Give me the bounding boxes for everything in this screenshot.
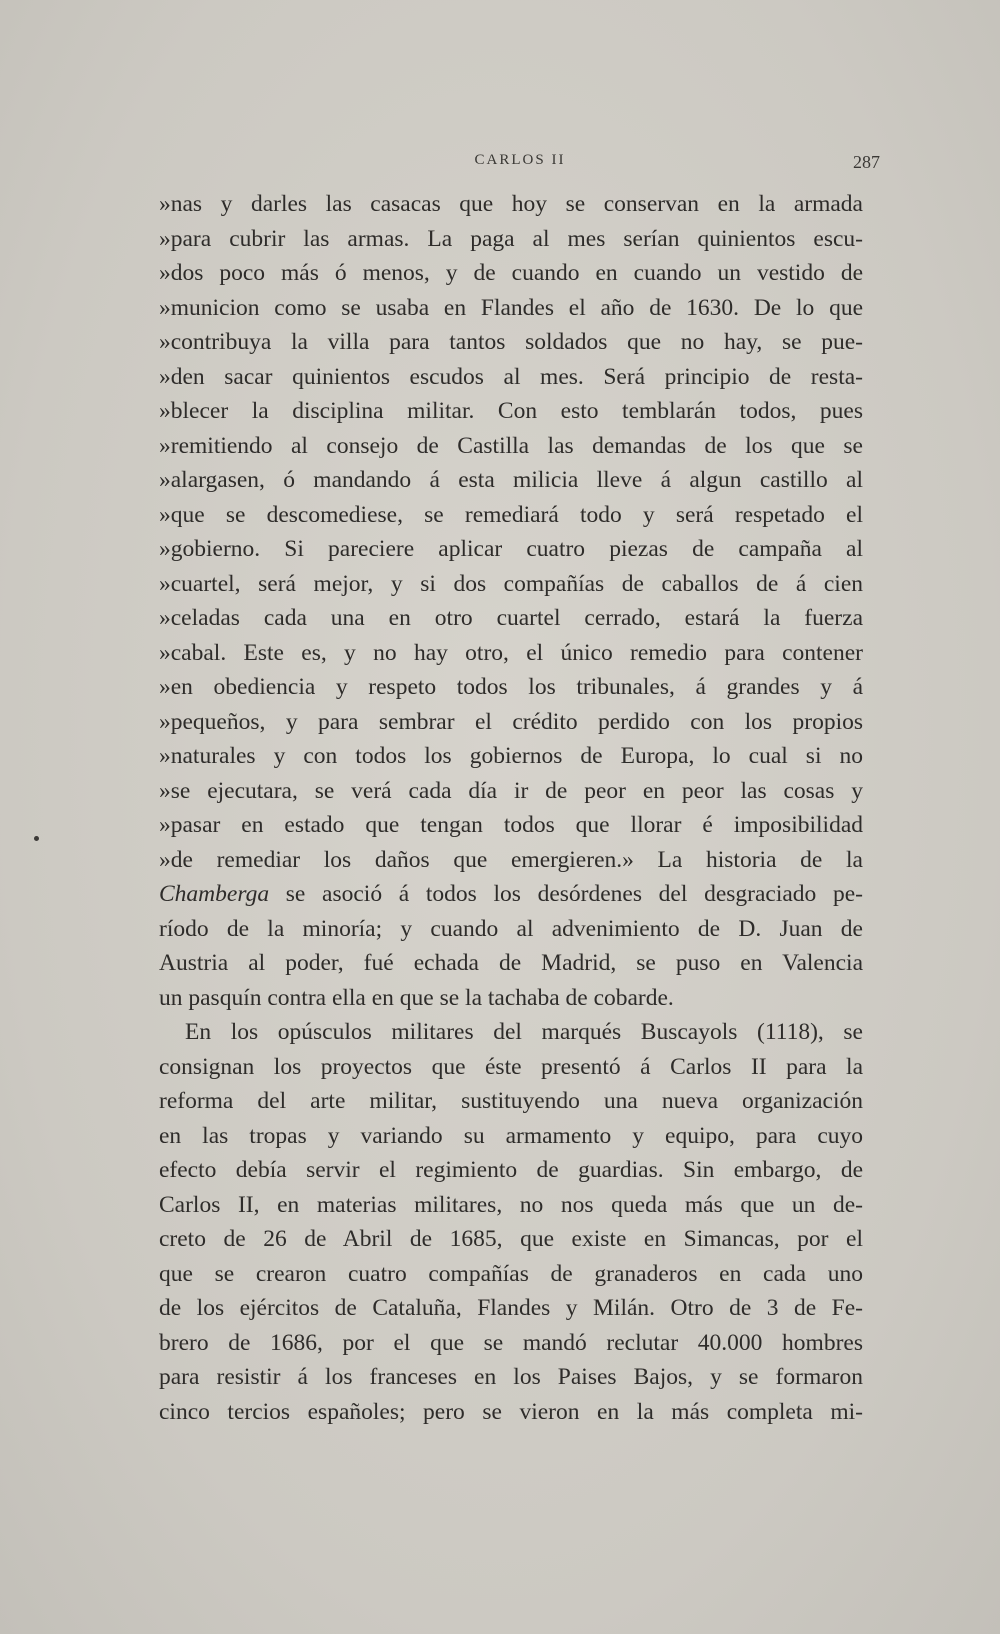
body-text: [159, 187, 863, 1429]
text-line: [159, 1257, 863, 1292]
text-line: [159, 1188, 863, 1223]
text-line: [159, 981, 863, 1016]
line-text: brero de 1686, por el que se mandó reclutar 40.000 hombres: [159, 1329, 863, 1356]
text-line: [159, 912, 863, 947]
line-text: se asoció á todos los desórdenes del desgraciado pe-: [269, 881, 863, 907]
line-text: »de remediar los daños que emergieren.» La historia de la: [159, 846, 863, 873]
line-text: »municion como se usaba en Flandes el año de 1630. De lo que: [159, 294, 863, 321]
text-line: [159, 1222, 863, 1257]
text-line: [159, 498, 863, 533]
line-text: »remitiendo al consejo de Castilla las demandas de los que se: [159, 432, 863, 459]
line-text: de los ejércitos de Cataluña, Flandes y Milán. Otro de 3 de Fe-: [159, 1295, 863, 1321]
line-text: ríodo de la minoría; y cuando al advenimiento de D. Juan de: [159, 915, 863, 942]
text-line: [159, 636, 863, 671]
text-line: [159, 394, 863, 429]
line-text: »gobierno. Si pareciere aplicar cuatro piezas de campaña al: [159, 536, 863, 562]
text-line: [159, 774, 863, 809]
line-text: »que se descomediese, se remediará todo y será respetado el: [159, 501, 863, 528]
line-text: »en obediencia y respeto todos los tribunales, á grandes y á: [159, 674, 863, 700]
text-line: [159, 1395, 863, 1430]
text-line: [159, 877, 863, 912]
text-line: [159, 1326, 863, 1361]
line-text: »blecer la disciplina militar. Con esto temblarán todos, pues: [159, 398, 863, 424]
line-text: »celadas cada una en otro cuartel cerrado, estará la fuerza: [159, 605, 863, 631]
line-text: En los opúsculos militares del marqués Buscayols (1118), se: [185, 1019, 863, 1045]
line-text: efecto debía servir el regimiento de guardias. Sin embargo, de: [159, 1157, 863, 1183]
text-line: [159, 670, 863, 705]
text-line: [159, 187, 863, 222]
text-line: [159, 1360, 863, 1395]
line-text: consignan los proyectos que éste presentó á Carlos II para la: [159, 1053, 863, 1080]
text-line: [159, 808, 863, 843]
line-text: »den sacar quinientos escudos al mes. Será principio de resta-: [159, 363, 863, 390]
text-line: [159, 946, 863, 981]
text-line: [159, 843, 863, 878]
page-number: 287: [853, 152, 880, 172]
text-line: [159, 705, 863, 740]
line-text: »cabal. Este es, y no hay otro, el único remedio para contener: [159, 639, 863, 666]
text-line: [159, 532, 863, 567]
text-line: [159, 429, 863, 464]
running-head: [160, 152, 880, 178]
text-line: [159, 222, 863, 257]
line-text: »cuartel, será mejor, y si dos compañías de caballos de á cien: [159, 570, 863, 597]
text-line: [159, 1119, 863, 1154]
line-text: que se crearon cuatro compañías de granaderos en cada uno: [159, 1260, 863, 1287]
text-line: [159, 1153, 863, 1188]
line-text: reforma del arte militar, sustituyendo una nueva organización: [159, 1088, 863, 1114]
text-line: [159, 601, 863, 636]
line-text: »pasar en estado que tengan todos que llorar é imposibilidad: [159, 812, 863, 838]
running-title: CARLOS II: [474, 152, 566, 168]
line-text: »nas y darles las casacas que hoy se conservan en la armada: [159, 191, 863, 217]
line-text: un pasquín contra ella en que se la tachaba de cobarde.: [159, 984, 674, 1011]
italic-word: Chamberga: [159, 881, 270, 907]
line-text: para resistir á los franceses en los Paises Bajos, y se formaron: [159, 1364, 863, 1390]
line-text: en las tropas y variando su armamento y equipo, para cuyo: [159, 1122, 863, 1149]
text-line: [159, 1015, 863, 1050]
text-line: [159, 739, 863, 774]
line-text: creto de 26 de Abril de 1685, que existe en Simancas, por el: [159, 1226, 863, 1252]
line-text: Carlos II, en materias militares, no nos queda más que un de-: [159, 1191, 863, 1218]
line-text: »dos poco más ó menos, y de cuando en cuando un vestido de: [159, 260, 863, 286]
text-line: [159, 1291, 863, 1326]
text-line: [159, 325, 863, 360]
ink-speck: [34, 836, 39, 841]
text-line: [159, 463, 863, 498]
line-text: »naturales y con todos los gobiernos de Europa, lo cual si no: [159, 743, 863, 769]
line-text: cinco tercios españoles; pero se vieron en la más completa mi-: [159, 1398, 863, 1425]
text-line: [159, 256, 863, 291]
line-text: Austria al poder, fué echada de Madrid, se puso en Valencia: [159, 950, 863, 976]
text-line: [159, 567, 863, 602]
text-line: [159, 1084, 863, 1119]
text-line: [159, 360, 863, 395]
line-text: »contribuya la villa para tantos soldados que no hay, se pue-: [159, 329, 863, 355]
line-text: »alargasen, ó mandando á esta milicia lleve á algun castillo al: [159, 467, 863, 493]
text-line: [159, 291, 863, 326]
line-text: »para cubrir las armas. La paga al mes serían quinientos escu-: [159, 225, 863, 252]
line-text: »se ejecutara, se verá cada día ir de peor en peor las cosas y: [159, 777, 863, 804]
text-line: [159, 1050, 863, 1085]
line-text: »pequeños, y para sembrar el crédito perdido con los propios: [159, 708, 863, 735]
